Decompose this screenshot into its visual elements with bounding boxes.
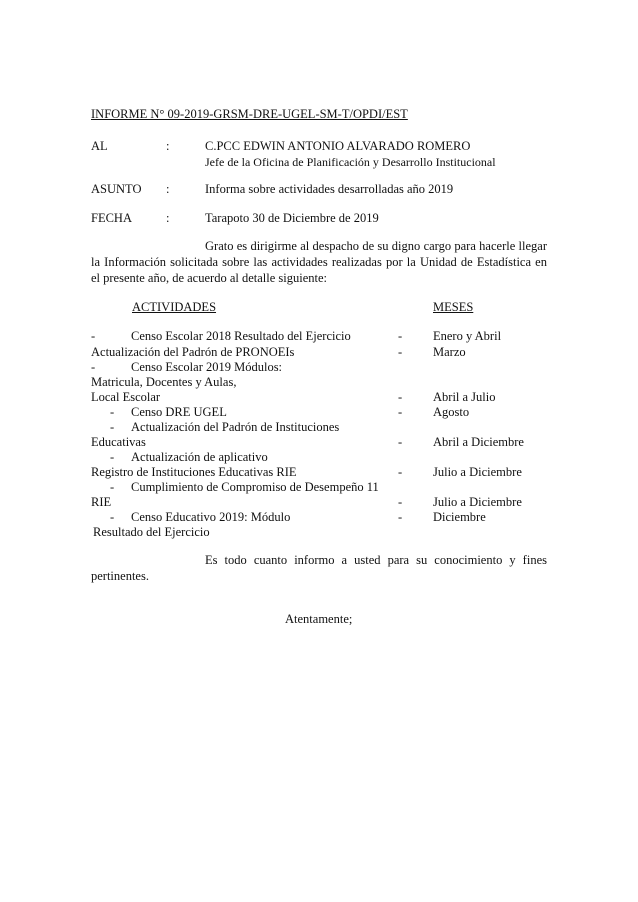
activity-line: Censo Educativo 2019: Módulo	[131, 510, 291, 524]
month-value: Agosto	[433, 405, 470, 419]
bullet: -	[110, 510, 115, 524]
activity-line: Cumplimiento de Compromiso de Desempeño 11	[131, 480, 379, 494]
bullet: -	[91, 329, 96, 343]
intro-line-1: Grato es dirigirme al despacho de su digno cargo para hacerle llegar	[205, 239, 547, 253]
signoff: Atentamente;	[285, 612, 353, 626]
activity-line: Educativas	[91, 435, 146, 449]
month-value: Abril a Julio	[433, 390, 496, 404]
activity-line: Actualización del Padrón de PRONOEIs	[91, 345, 295, 359]
report-title: INFORME N° 09-2019-GRSM-DRE-UGEL-SM-T/OPDI/EST	[91, 107, 408, 121]
al-colon: :	[166, 139, 170, 153]
activity-line: Censo Escolar 2018 Resultado del Ejercicio	[131, 329, 351, 343]
asunto-text: Informa sobre actividades desarrolladas año 2019	[205, 182, 454, 196]
bullet: -	[110, 420, 115, 434]
month-value: Enero y Abril	[433, 329, 502, 343]
fecha-text: Tarapoto 30 de Diciembre de 2019	[205, 211, 379, 225]
fecha-colon: :	[166, 211, 170, 225]
activity-line: Actualización del Padrón de Instituciones	[131, 420, 340, 434]
activity-line: RIE	[91, 495, 112, 509]
bullet: -	[110, 450, 115, 464]
asunto-colon: :	[166, 182, 170, 196]
month-dash: -	[398, 465, 403, 479]
bullet: -	[91, 360, 96, 374]
activity-line: Matricula, Docentes y Aulas,	[91, 375, 237, 389]
month-value: Julio a Diciembre	[433, 495, 522, 509]
months-header: MESES	[433, 300, 474, 314]
month-dash: -	[398, 405, 403, 419]
month-dash: -	[398, 510, 403, 524]
intro-line-3: el presente año, de acuerdo al detalle siguiente:	[91, 271, 328, 285]
intro-line-2: la Información solicitada sobre las actividades realizadas por la Unidad de Estadística en	[91, 255, 547, 269]
closing-line-1: Es todo cuanto informo a usted para su conocimiento y fines	[205, 553, 547, 567]
month-value: Abril a Diciembre	[433, 435, 524, 449]
closing-line-2: pertinentes.	[91, 569, 149, 583]
month-dash: -	[398, 435, 403, 449]
activity-line: Censo DRE UGEL	[131, 405, 227, 419]
activities-header: ACTIVIDADES	[132, 300, 217, 314]
activity-line: Local Escolar	[91, 390, 161, 404]
month-dash: -	[398, 345, 403, 359]
activity-line: Actualización de aplicativo	[131, 450, 268, 464]
al-label: AL	[91, 139, 108, 153]
month-value: Marzo	[433, 345, 466, 359]
al-name: C.PCC EDWIN ANTONIO ALVARADO ROMERO	[205, 139, 471, 153]
asunto-label: ASUNTO	[91, 182, 142, 196]
activity-line: Censo Escolar 2019 Módulos:	[131, 360, 283, 374]
bullet: -	[110, 480, 115, 494]
month-value: Diciembre	[433, 510, 486, 524]
month-dash: -	[398, 390, 403, 404]
activity-line: Registro de Instituciones Educativas RIE	[91, 465, 297, 479]
month-value: Julio a Diciembre	[433, 465, 522, 479]
fecha-label: FECHA	[91, 211, 132, 225]
activity-line: Resultado del Ejercicio	[93, 525, 210, 539]
month-dash: -	[398, 495, 403, 509]
bullet: -	[110, 405, 115, 419]
al-role: Jefe de la Oficina de Planificación y Desarrollo Institucional	[205, 155, 496, 169]
month-dash: -	[398, 329, 403, 343]
